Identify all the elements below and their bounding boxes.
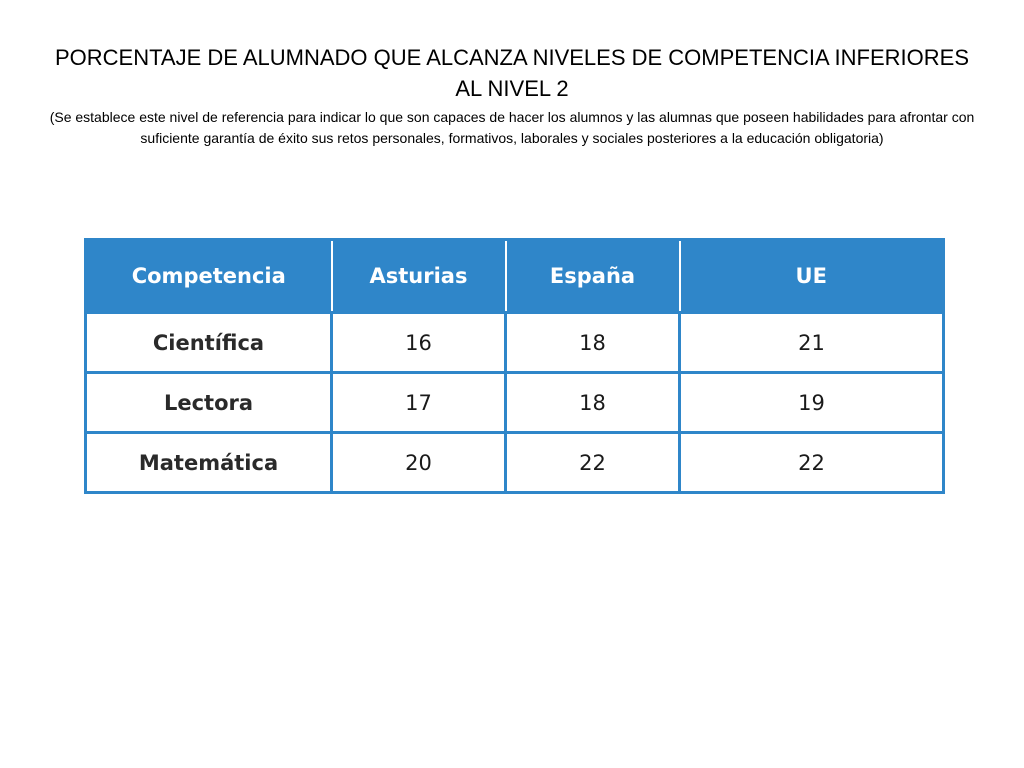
row-label: Matemática [86,433,332,493]
header-competencia: Competencia [86,240,332,313]
table-row [86,433,944,493]
competency-table [84,238,945,494]
header-asturias: Asturias [332,240,506,313]
table-cell: 20 [332,433,506,493]
row-label: Científica [86,313,332,373]
slide-subtitle: (Se establece este nivel de referencia para indicar lo que son capaces de hacer los alumnos y las alumnas que poseen habilidades para afrontar con suficiente garantía de éxito sus retos personales, formativos, laborales y sociales posteriores a la educación obligatoria) [49,109,975,146]
table-header-row [86,240,944,313]
table-cell: 18 [506,313,680,373]
table-cell: 16 [332,313,506,373]
header-ue: UE [680,240,944,313]
table-cell: 19 [680,373,944,433]
row-label: Lectora [86,373,332,433]
table-cell: 22 [506,433,680,493]
table-cell: 21 [680,313,944,373]
table-cell: 22 [680,433,944,493]
competency-table-container [84,238,942,494]
table-row [86,373,944,433]
slide-title: PORCENTAJE DE ALUMNADO QUE ALCANZA NIVELES DE COMPETENCIA INFERIORES AL NIVEL 2 [54,45,969,101]
header-espana: España [506,240,680,313]
table-cell: 18 [506,373,680,433]
table-row [86,313,944,373]
table-cell: 17 [332,373,506,433]
